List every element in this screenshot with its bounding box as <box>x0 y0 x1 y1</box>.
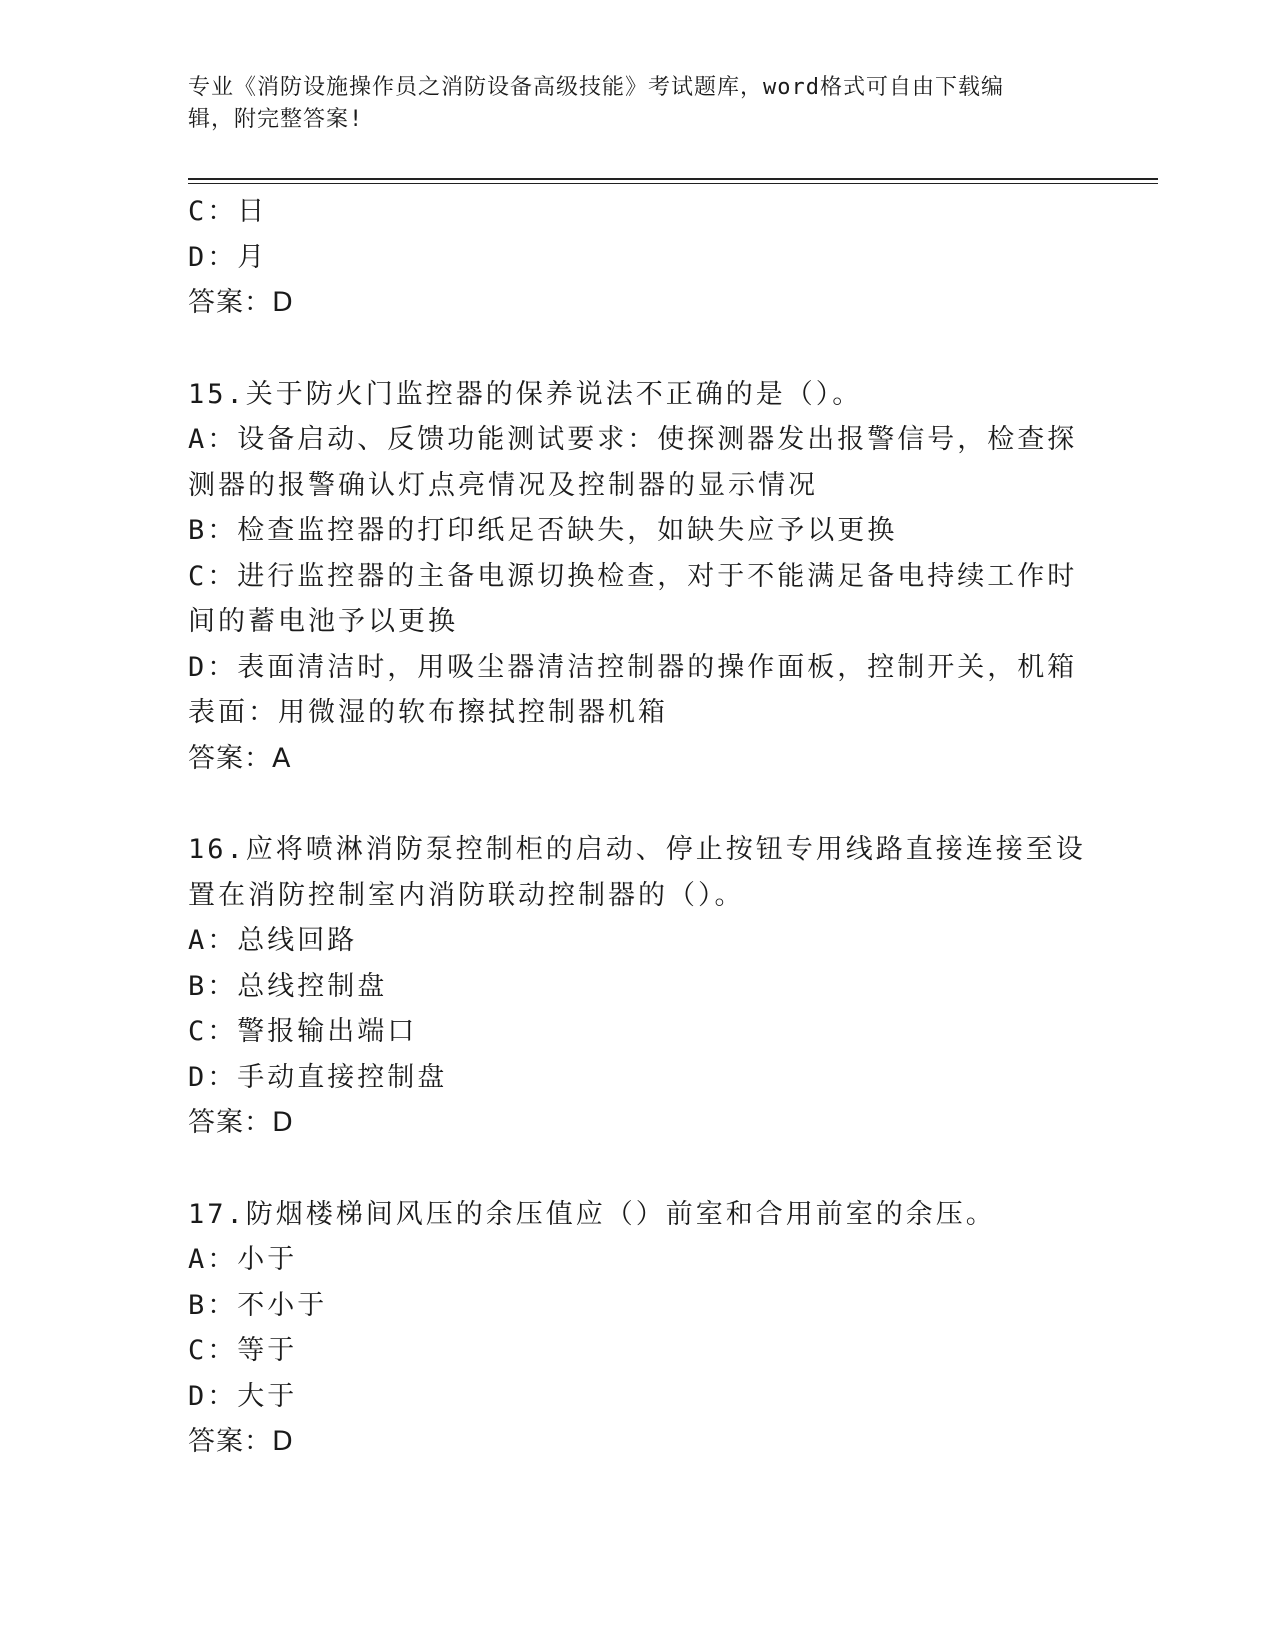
answer-line: 答案：A <box>188 742 292 774</box>
answer-line: 答案：D <box>188 1426 294 1457</box>
previous-question-tail <box>188 189 1088 326</box>
option-d: D：手动直接控制盘 <box>188 1061 448 1093</box>
question-stem: 17.防烟楼梯间风压的余压值应（）前室和合用前室的余压。 <box>188 1198 996 1230</box>
option-c: C：日 <box>188 196 268 227</box>
question-stem: 15.关于防火门监控器的保养说法不正确的是（）。 <box>188 378 863 410</box>
option-a: A：设备启动、反馈功能测试要求：使探测器发出报警信号，检查探测器的报警确认灯点亮情况及控制器的显示情况 <box>188 424 1078 501</box>
question-content <box>188 189 1088 1465</box>
option-b: B：检查监控器的打印纸足否缺失，如缺失应予以更换 <box>188 515 898 546</box>
question-15 <box>188 372 1088 782</box>
header-divider-thick <box>188 178 1158 180</box>
option-a: A：总线回路 <box>188 925 358 956</box>
option-a: A：小于 <box>188 1244 298 1275</box>
option-d: D：大于 <box>188 1380 298 1412</box>
option-c: C：警报输出端口 <box>188 1016 418 1047</box>
answer-line: 答案：D <box>188 1107 294 1138</box>
option-c: C：等于 <box>188 1335 298 1366</box>
option-b: B：总线控制盘 <box>188 970 388 1002</box>
question-16 <box>188 827 1088 1146</box>
option-b: B：不小于 <box>188 1289 328 1321</box>
option-c: C：进行监控器的主备电源切换检查，对于不能满足备电持续工作时间的蓄电池予以更换 <box>188 560 1078 637</box>
header-line-1: 专业《消防设施操作员之消防设备高级技能》考试题库，word格式可自由下载编 <box>188 75 1004 100</box>
option-d: D：月 <box>188 241 268 273</box>
document-header <box>188 72 1068 136</box>
header-divider-thin <box>188 183 1158 184</box>
question-stem: 16.应将喷淋消防泵控制柜的启动、停止按钮专用线路直接连接至设置在消防控制室内消防联动控制器的（）。 <box>188 834 1086 911</box>
option-d: D：表面清洁时，用吸尘器清洁控制器的操作面板，控制开关，机箱表面：用微湿的软布擦拭控制器机箱 <box>188 651 1078 728</box>
header-line-2: 辑，附完整答案! <box>188 107 364 132</box>
question-17 <box>188 1192 1088 1465</box>
answer-line: 答案：D <box>188 287 294 318</box>
